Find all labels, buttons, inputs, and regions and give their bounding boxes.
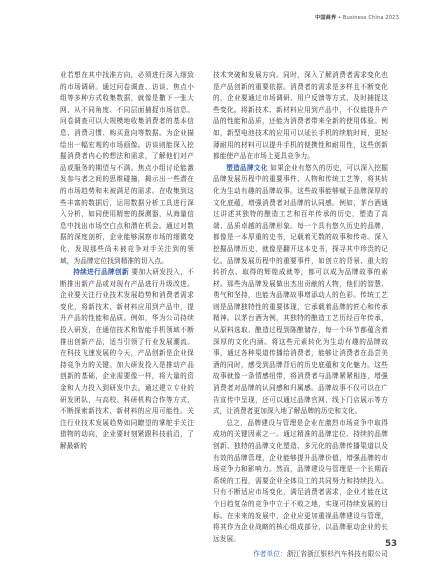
affiliation-org: 浙江省浙江银杉汽车科技有限公司 — [286, 550, 388, 559]
author-affiliation — [213, 549, 388, 561]
body-paragraph — [60, 267, 194, 453]
body-paragraph: 业若想在其中找准方向，必须进行深入细致的市场调研。通过问卷调查、访谈、焦点小组等多种方式收集数据，就像是撒下一张大网，从不同角度、不同层面捕捉市场信息。问卷调查可以大规模地收集消费者的基本信息、消费习惯、购买意向等数据。为企业描绘出一幅宏观的市场画像。访谈则能深入挖掘消费者内心的想法和需求，了解他们对产品或服务的期望与不满。焦点小组讨论能激发参与者之间的思维碰撞，揭示出一些潜在的市场趋势和未被满足的需求。在收集到这些丰富的数据后，运用数据分析工具进行深入分析，如同使用精密的探测器，从海量信息中找出市场空白点和潜在机会。通过对数据的深度剖析，企业能够洞察市场的细微变化，发现那些尚未被竞争对手关注到的领域，为品牌定位找到精准的切入点。 — [60, 71, 194, 265]
magazine-name: 中国商界 — [315, 15, 337, 21]
left-column — [60, 70, 194, 453]
body-paragraph — [213, 163, 388, 418]
running-header — [315, 14, 399, 21]
page-number: 53 — [385, 539, 397, 549]
body-text: 如果企业有悠久的历史，可以深入挖掘品牌发展历程中的重要事件、人物和传统工艺等，将其转化为生动有趣的品牌故事。这些故事能够赋予品牌深厚的文化底蕴，增强消费者对品牌的认同感。例如，茅台酒通过讲述其独特的酿造工艺和百年传承的历史，塑造了高端、品质卓越的品牌形象。每一个具有悠久历史的品牌，都像是一本厚重的史书，记载着无数的故事和传奇。深入挖掘品牌历史，就像是翻开这本史书，探寻其中珍贵的记忆。品牌发展历程中的重要事件，如创立的背景、重大的转折点、取得的辉煌成就等，都可以成为品牌故事的素材。那些为品牌发展做出杰出贡献的人物，他们的智慧、勇气和坚持，也能为品牌故事增添动人的色彩。传统工艺则是品牌独特性的重要体现，它承载着品牌的匠心和传承精神。以茅台酒为例，其独特的酿造工艺历经百年传承，从原料选取、酿造过程到陈酿储存，每一个环节都蕴含着深厚的文化内涵。将这些元素转化为生动有趣的品牌故事，通过各种渠道传播给消费者，能够让消费者在品尝美酒的同时，感受到品牌背后的历史底蕴和文化魅力。这些故事就像一条情感纽带，将消费者与品牌紧紧相连，增强消费者对品牌的认同感和归属感。品牌故事不仅可以在广告宣传中呈现，还可以通过品牌官网、线下门店展示等方式，让消费者更加深入地了解品牌的历史和文化。 — [213, 163, 388, 416]
section-subheading: 持续进行品牌创新 — [73, 268, 129, 277]
body-text: 要加大研发投入，不断推出新产品或对现有产品进行升级改进。企业要关注行业技术发展趋势和消费者需求变化，将新技术、新材料应用到产品中，提升产品的性能和品质。例如，华为公司持续投入研发，在通信技术和智能手机领域不断推出创新产品，适当引领了行业发展潮流。在科技飞速发展的今天，产品创新是企业保持竞争力的关键。加大研发投入是推动产品创新的基础，企业需要像一样，将大量的资金和人力投入到研发中去。通过建立专业的研发团队，与高校、科研机构合作等方式，不断探索新技术、新材料的应用可能性。关注行业技术发展趋势如同瞭望的掌舵手关注猎物的动向，企业要时刻紧跟科技前沿，了解最新的 — [60, 268, 195, 450]
magazine-subtitle: • Business China 2023 — [336, 15, 399, 21]
section-subheading: 塑造品牌文化 — [226, 163, 268, 172]
body-paragraph: 技术突破和发展方向。同时，深入了解消费者需求变化也是产品创新的重要依据。消费者的需求是多样且不断变化的，企业要通过市场调研、用户反馈等方式，及时捕捉这些变化。将新技术、新材料应用到产品中，不仅能提升产品的性能和品质，还能为消费者带来全新的使用体验。例如，新型电池技术的应用可以延长手机的续航时间，更轻薄耐用的材料可以提升手机的便携性和耐用性，这些创新都能使产品在市场上更具竞争力。 — [213, 71, 388, 161]
right-column — [213, 70, 388, 561]
affiliation-label: 作者单位： — [253, 550, 287, 559]
conclusion-paragraph: 总之，品牌建设与管理是企业在激烈市场竞争中取得成功的关键因素之一。通过精准的品牌定位、持续的品牌创新、独特的品牌文化塑造、多元化的品牌传播渠道以及有效的品牌管理，企业能够提升品牌价值，增强品牌的市场竞争力和影响力。然而，品牌建设与管理是一个长期而系统的工程，需要企业全体员工的共同努力和持续投入。只有不断适应市场变化，满足消费者需求，企业才能在这个日趋复杂的竞争中立于不败之地，实现可持续发展的目标。在未来的发展中，企业应更加重视品牌建设与管理，将其作为企业战略的核心组成部分，以品牌驱动企业的长远发展。 — [213, 418, 388, 543]
